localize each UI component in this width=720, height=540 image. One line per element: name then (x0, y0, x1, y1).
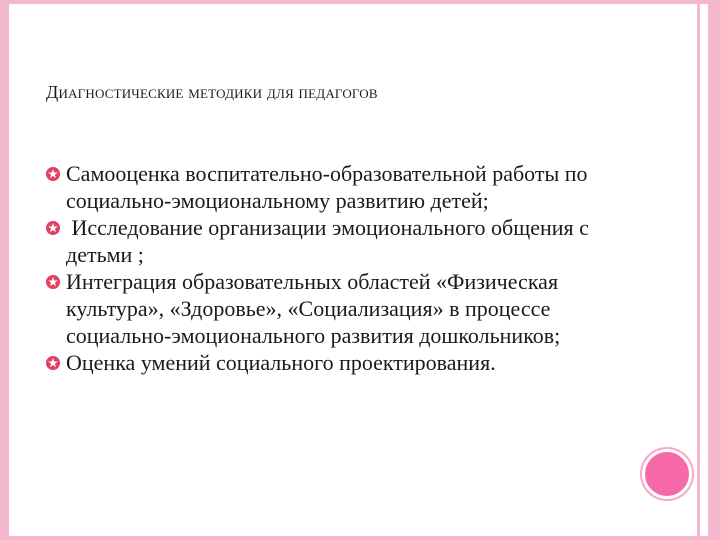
pink-circle-icon (642, 449, 692, 499)
frame-left-border (0, 0, 9, 540)
star-bullet-icon (46, 275, 60, 289)
star-bullet-icon (46, 356, 60, 370)
list-item (46, 160, 626, 214)
list-item-text: Оценка умений социального проектирования. (66, 350, 496, 375)
frame-right-border-inner (697, 0, 700, 540)
slide-title: Диагностические методики для педагогов (46, 82, 378, 102)
frame-bottom-border (0, 536, 720, 540)
list-item (46, 349, 626, 376)
list-item-text: Самооценка воспитательно-образовательной работы по социально-эмоциональному развитию детей; (66, 161, 588, 213)
list-item (46, 268, 626, 349)
frame-right-border-outer (708, 0, 720, 540)
list-item (46, 214, 626, 268)
frame-top-border (0, 0, 720, 4)
bullet-list (46, 160, 626, 376)
list-item-text: Исследование организации эмоционального общения с детьми ; (66, 215, 595, 267)
list-item-text: Интеграция образовательных областей «Физическая культура», «Здоровье», «Социализация» в процессе социально-эмоционального развития дошкольников; (66, 269, 561, 348)
star-bullet-icon (46, 221, 60, 235)
star-bullet-icon (46, 167, 60, 181)
